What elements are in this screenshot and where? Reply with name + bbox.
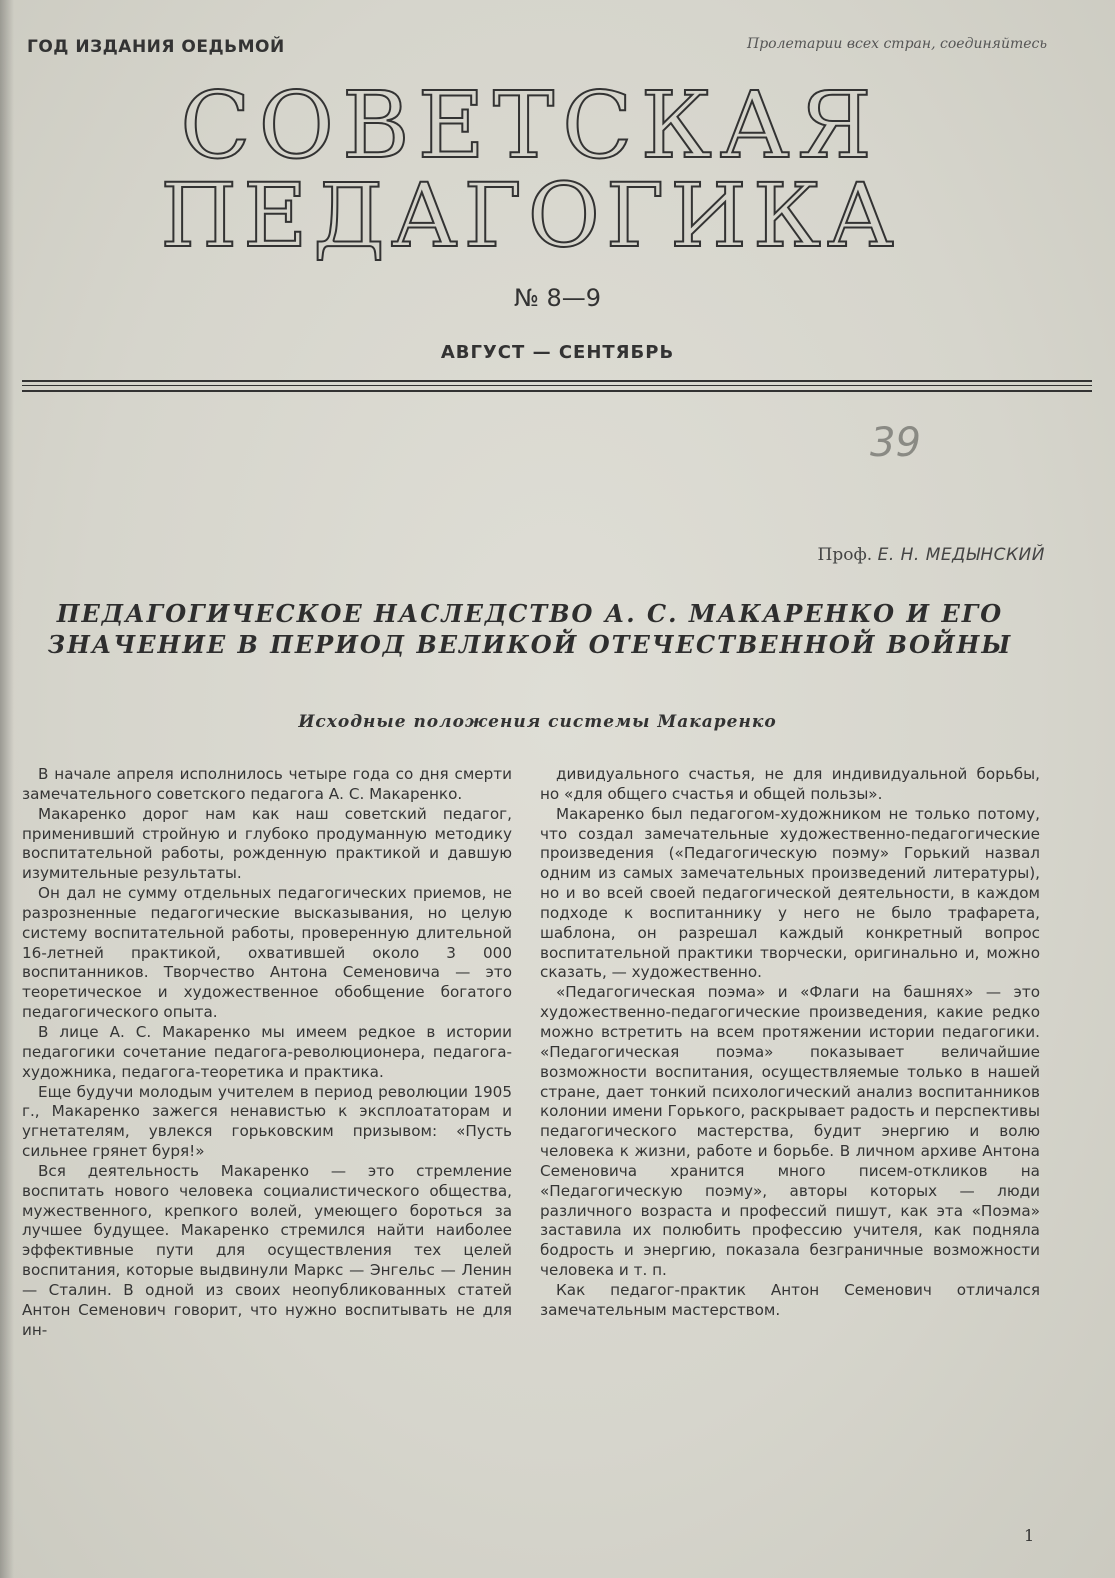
issue-number: № 8—9 (513, 284, 602, 312)
article-subtitle: Исходные положения системы Макаренко (298, 712, 777, 732)
text-column-left (22, 765, 512, 1340)
masthead-line-2: ПЕДАГОГИКА (160, 164, 900, 267)
paragraph: Макаренко дорог нам как наш советский педагог, применивший стройную и глубоко продуманную методику воспитательной работы, рожденную практикой и давшую изумительные результаты. (22, 804, 512, 883)
article-title: ПЕДАГОГИЧЕСКОЕ НАСЛЕДСТВО А. С. МАКАРЕНКО И ЕГО ЗНАЧЕНИЕ В ПЕРИОД ВЕЛИКОЙ ОТЕЧЕСТВЕННОЙ ВОЙНЫ (47, 599, 1013, 659)
paragraph: Еще будучи молодым учителем в период революции 1905 г., Макаренко зажегся ненавистью к эксплоататорам и угнетателям, увлекся горьковским призывом: «Пусть сильнее грянет буря!» (22, 1082, 512, 1161)
author-name: Е. Н. МЕДЫНСКИЙ (877, 545, 1045, 565)
issue-months: АВГУСТ — СЕНТЯБРЬ (440, 342, 675, 363)
page-number: 1 (1024, 1526, 1035, 1545)
paragraph: Как педагог-практик Антон Семенович отличался замечательным мастерством. (540, 1280, 1040, 1319)
paragraph: дивидуального счастья, не для индивидуальной борьбы, но «для общего счастья и общей пользы». (540, 765, 1040, 803)
slogan: Пролетарии всех стран, соединяйтесь (746, 36, 1047, 52)
header-rule-middle (22, 385, 1092, 386)
paragraph: В лице А. С. Макаренко мы имеем редкое в истории педагогики сочетание педагога-революционера, педагога-художника, педагога-теоретика и практика. (22, 1022, 512, 1081)
paragraph: Макаренко был педагогом-художником не только потому, что создал замечательные художественно-педагогические произведения («Педагогическую поэму» Горький назвал одним из самых замечательных произведений литературы), но и во всей своей педагогической деятельности, в каждом подходе к воспитаннику у него не было трафарета, шаблона, он разрешал каждый конкретный вопрос воспитательной практики творчески, оригинально и, можно сказать, — художественно. (540, 804, 1040, 982)
binding-edge-shadow (0, 0, 14, 1578)
handwritten-number: 39 (870, 420, 921, 466)
header-rule-top (22, 380, 1092, 382)
paragraph: «Педагогическая поэма» и «Флаги на башнях» — это художественно-педагогические произведения, какие редко можно встретить на всем протяжении истории педагогики. «Педагогическая поэма» показывает величайшие возможности воспитания, осуществляемые только в нашей стране, дает тонкий психологический анализ воспитанников колонии имени Горького, раскрывает радость и перспективы педагогического мастерства, будит энергию и волю человека к жизни, работе и борьбе. В личном архиве Антона Семеновича хранится много писем-откликов на «Педагогическую поэму», авторы которых — люди различного возраста и профессий пишут, как эта «Поэма» заставила их полюбить профессию учителя, как подняла бодрость и энергию, показала безграничные возможности человека и т. п. (540, 983, 1040, 1280)
author-prefix: Проф. (817, 545, 873, 565)
masthead-line-1: СОВЕТСКАЯ (180, 72, 880, 179)
author-line (818, 545, 1045, 565)
paragraph: В начале апреля исполнилось четыре года со дня смерти замечательного советского педагога А. С. Макаренко. (22, 765, 512, 803)
year-label: ГОД ИЗДАНИЯ ОЕДЬМОЙ (27, 37, 285, 57)
header-rule-bottom (22, 390, 1092, 392)
paragraph: Он дал не сумму отдельных педагогических приемов, не разрозненные педагогические высказывания, но целую систему воспитательной работы, проверенную длительной 16-летней практикой, охватившей около 3 000 воспитанников. Творчество Антона Семеновича — это теоретическое и художественное обобщение богатого педагогического опыта. (22, 884, 512, 1022)
text-column-right (540, 765, 1040, 1321)
paragraph: Вся деятельность Макаренко — это стремление воспитать нового человека социалистического общества, мужественного, крепкого волей, умеющего бороться за лучшее будущее. Макаренко стремился найти наиболее эффективные пути для осуществления тех целей воспитания, которые выдвинули Маркс — Энгельс — Ленин — Сталин. В одной из своих неопубликованных статей Антон Семенович говорит, что нужно воспитывать не для ин- (22, 1161, 512, 1339)
